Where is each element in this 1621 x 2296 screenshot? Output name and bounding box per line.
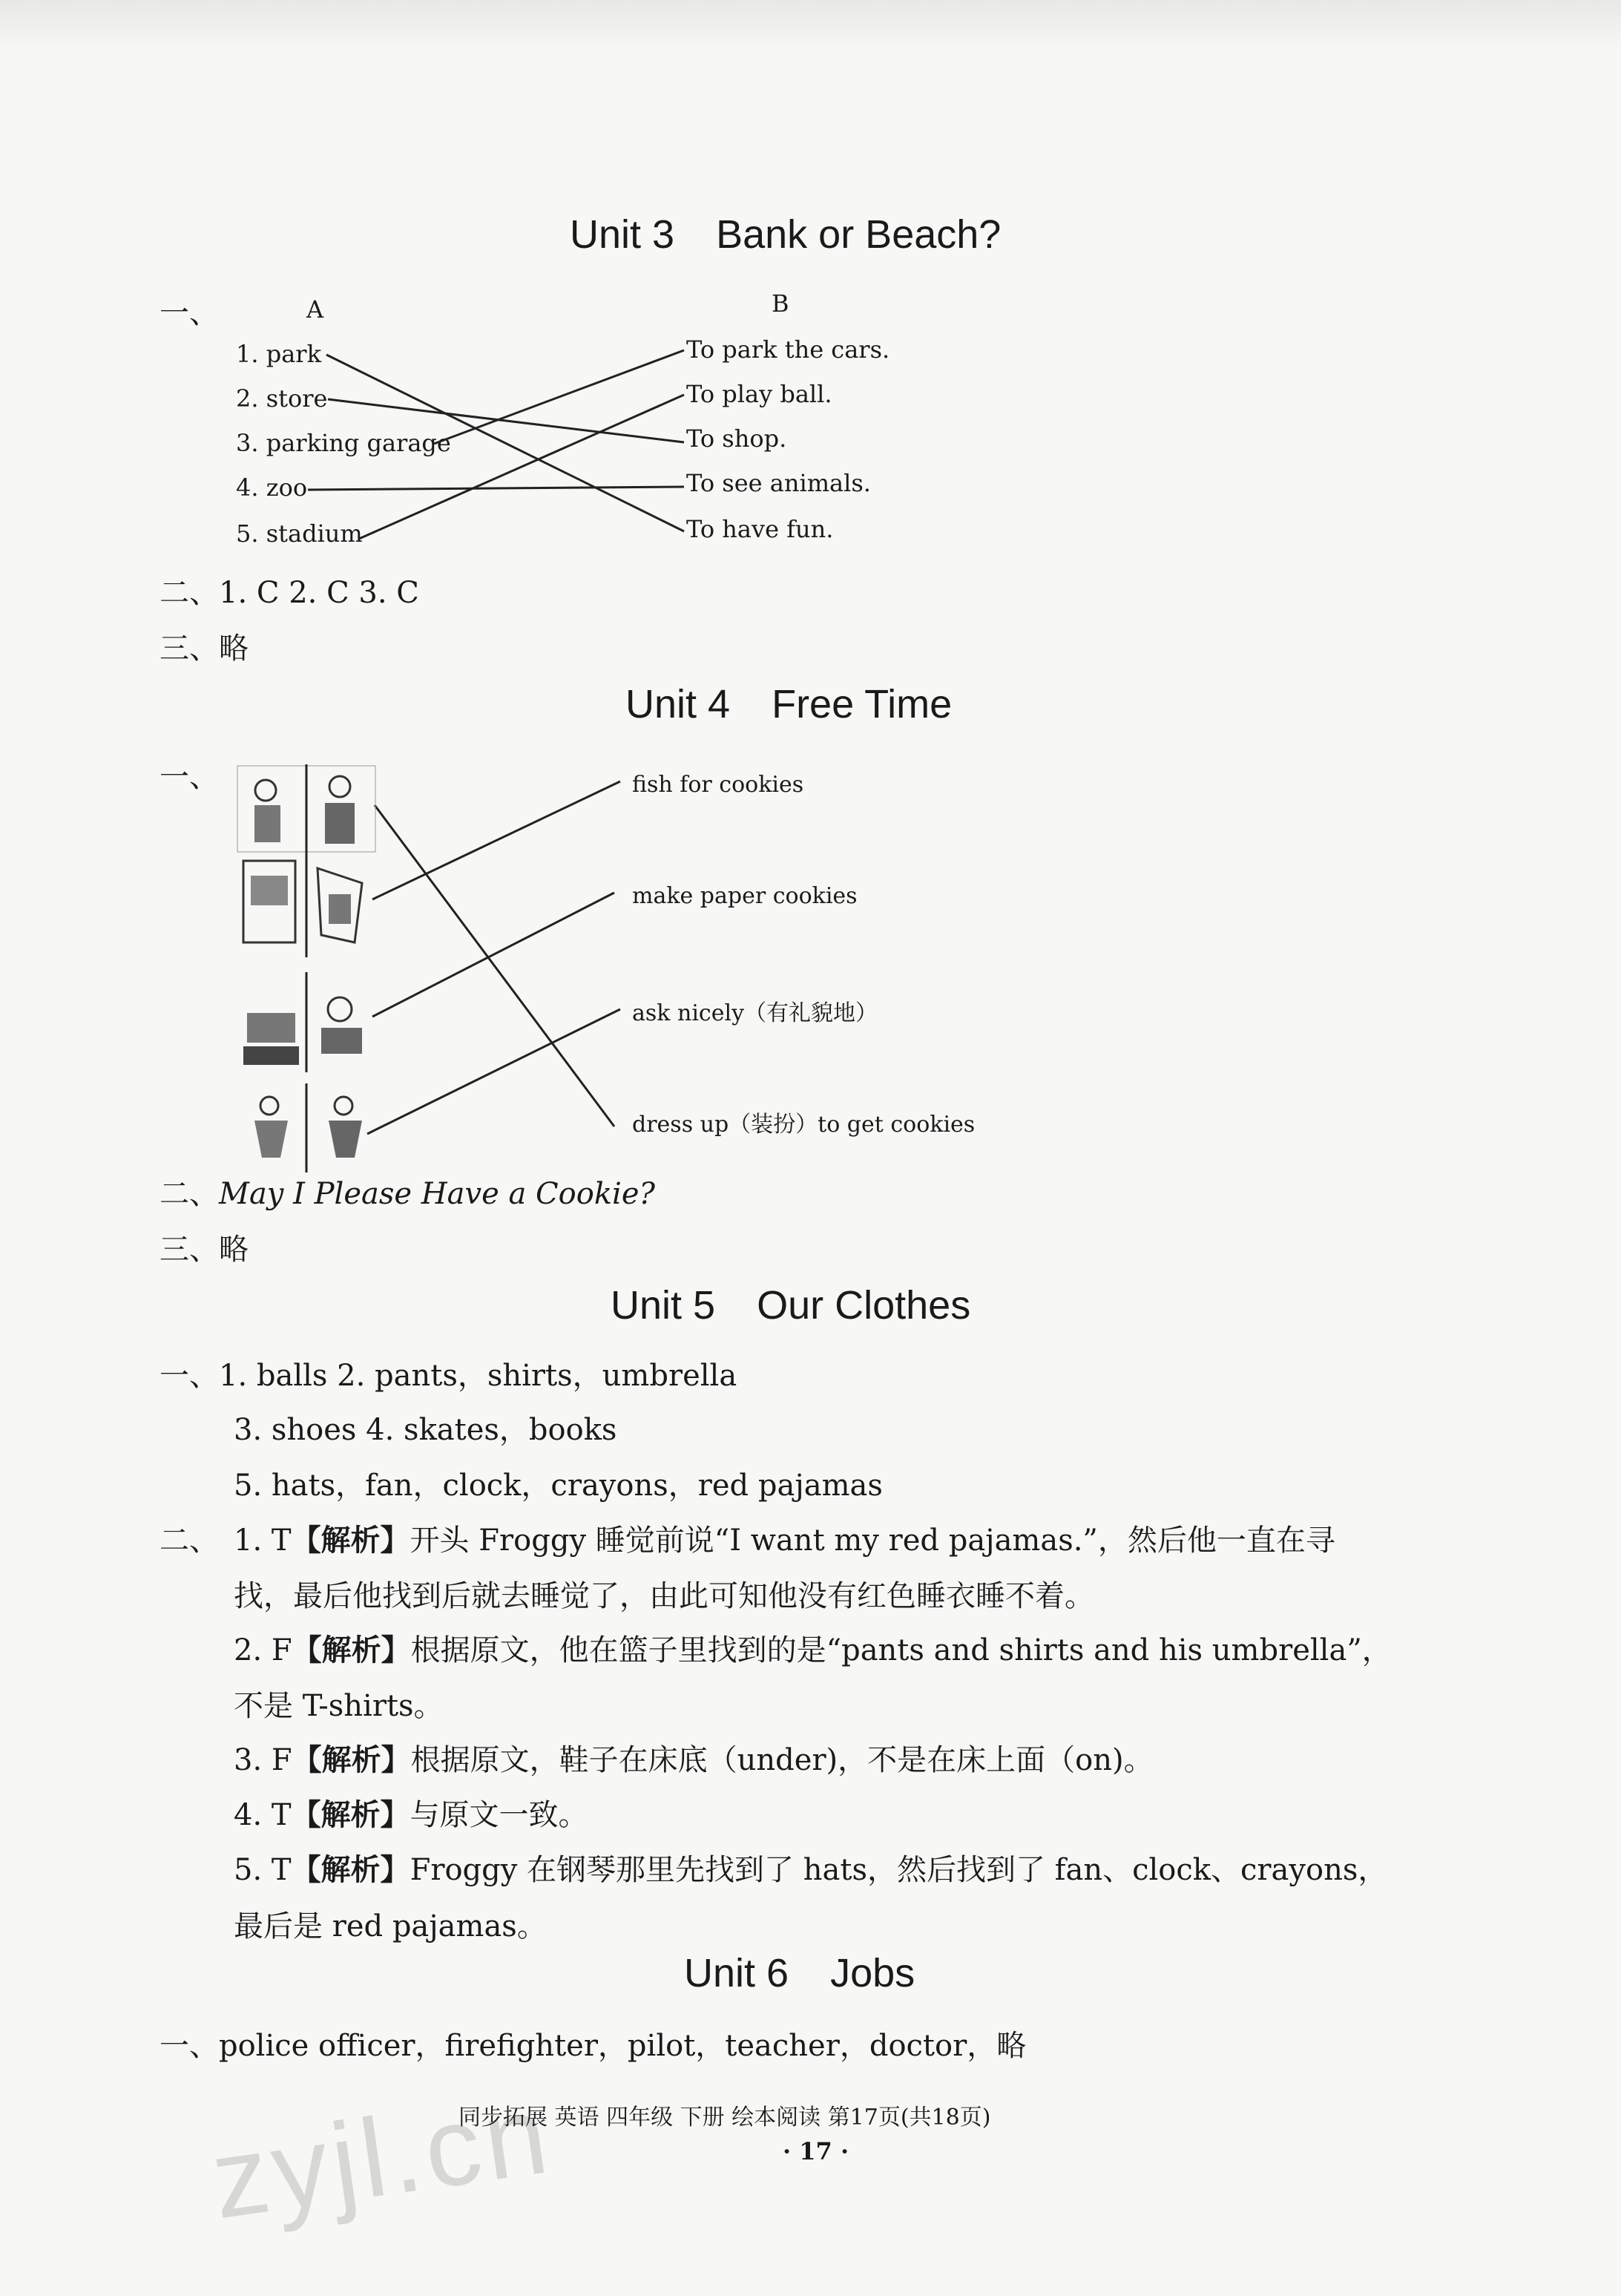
answer-4 <box>234 1797 588 1833</box>
unit5-number: Unit 5 <box>611 1283 716 1328</box>
u4-line-4 <box>367 1009 620 1134</box>
unit3-number: Unit 3 <box>570 212 675 257</box>
unit3-s3: 三、略 <box>160 632 249 666</box>
answer-5-text: Froggy 在钢琴那里先找到了 hats，然后找到了 fan、clock、crayons， <box>410 1853 1388 1887</box>
book-title: May I Please Have a Cookie? <box>219 1177 655 1211</box>
answer-2-cont: 不是 T-shirts。 <box>234 1689 444 1723</box>
unit4-s2 <box>160 1176 655 1212</box>
analysis-tag: 【解析】 <box>292 1742 411 1777</box>
unit4-s3: 三、略 <box>160 1233 249 1267</box>
u3-line-store <box>328 399 684 442</box>
u3-line-parking <box>434 350 684 444</box>
answer-1-cont: 找，最后他找到后就去睡觉了，由此可知他没有红色睡衣睡不着。 <box>234 1579 1094 1613</box>
match-right-3: To shop. <box>686 424 787 453</box>
unit3-name: Bank or Beach? <box>716 212 1002 257</box>
unit6-number: Unit 6 <box>684 1951 789 1995</box>
analysis-tag: 【解析】 <box>291 1852 410 1887</box>
unit6-s1: 一、police officer，firefighter，pilot，teacher，doctor，略 <box>160 2029 1027 2063</box>
u3-line-zoo <box>308 487 684 490</box>
unit4-s2-label: 二、 <box>160 1177 219 1211</box>
answer-3-key: 3. F <box>234 1743 292 1777</box>
analysis-tag: 【解析】 <box>291 1797 410 1832</box>
answer-2-text: 根据原文，他在篮子里找到的是“pants and shirts and his umbrella”， <box>410 1633 1392 1667</box>
match-right-4: To see animals. <box>686 469 871 497</box>
match-right-2: To play ball. <box>686 380 832 408</box>
column-a-header: A <box>306 295 324 324</box>
phrase-3: ask nicely（有礼貌地） <box>632 1000 878 1026</box>
answer-3-text: 根据原文，鞋子在床底（under)，不是在床上面（on)。 <box>410 1743 1154 1777</box>
match-left-4: 4. zoo <box>236 473 308 502</box>
unit4-number: Unit 4 <box>625 682 731 726</box>
unit5-name: Our Clothes <box>757 1283 971 1328</box>
comic-picture-1 <box>236 764 377 853</box>
answer-5-cont: 最后是 red pajamas。 <box>234 1909 547 1944</box>
answer-4-key: 4. T <box>234 1798 292 1832</box>
unit4-name: Free Time <box>772 682 953 726</box>
match-left-2: 2. store <box>236 384 328 413</box>
unit5-s1-line3: 5. hats，fan，clock，crayons，red pajamas <box>234 1469 883 1503</box>
answer-5-key: 5. T <box>234 1853 292 1887</box>
unit3-s1-label: 一、 <box>160 296 219 330</box>
match-right-5: To have fun. <box>686 515 834 543</box>
unit5-s1-line2: 3. shoes 4. skates，books <box>234 1413 617 1447</box>
comic-picture-2 <box>236 853 377 957</box>
answer-4-text: 与原文一致。 <box>410 1798 588 1832</box>
unit4-title <box>625 681 952 727</box>
answer-3 <box>234 1742 1154 1778</box>
u3-line-stadium <box>359 395 684 539</box>
unit3-s2: 二、1. C 2. C 3. C <box>160 576 419 610</box>
unit5-title <box>611 1282 970 1328</box>
page-number: · 17 · <box>783 2137 849 2165</box>
answer-1-text: 开头 Froggy 睡觉前说“I want my red pajamas.”，然后他一直在寻 <box>410 1523 1335 1558</box>
u4-line-3 <box>372 893 614 1017</box>
match-right-1: To park the cars. <box>686 335 890 364</box>
u4-line-2 <box>372 781 620 899</box>
match-left-1: 1. park <box>236 340 321 368</box>
phrase-2: make paper cookies <box>632 883 858 909</box>
u3-line-park <box>326 355 684 531</box>
phrase-1: fish for cookies <box>632 772 804 798</box>
column-b-header: B <box>772 289 789 318</box>
footer-info: 同步拓展 英语 四年级 下册 绘本阅读 第17页(共18页) <box>458 2105 991 2131</box>
answer-1-key: 1. T <box>234 1523 292 1558</box>
watermark: zyjl.cn <box>204 2070 559 2243</box>
match-left-5: 5. stadium <box>236 519 363 548</box>
analysis-tag: 【解析】 <box>291 1523 410 1558</box>
comic-picture-4 <box>236 1083 377 1172</box>
answer-5 <box>234 1852 1387 1888</box>
answer-1 <box>234 1523 1335 1558</box>
unit6-title <box>684 1950 915 1996</box>
unit4-s1-label: 一、 <box>160 760 219 794</box>
unit5-s2-label: 二、 <box>160 1523 219 1558</box>
answer-2-key: 2. F <box>234 1633 292 1667</box>
comic-picture-3 <box>236 972 377 1072</box>
answer-2 <box>234 1633 1392 1668</box>
u4-line-1 <box>375 805 614 1126</box>
phrase-4: dress up（装扮）to get cookies <box>632 1112 976 1138</box>
match-left-3: 3. parking garage <box>236 429 451 457</box>
analysis-tag: 【解析】 <box>292 1633 411 1667</box>
unit5-s1-line1: 一、1. balls 2. pants，shirts，umbrella <box>160 1359 737 1393</box>
unit6-name: Jobs <box>830 1951 915 1995</box>
